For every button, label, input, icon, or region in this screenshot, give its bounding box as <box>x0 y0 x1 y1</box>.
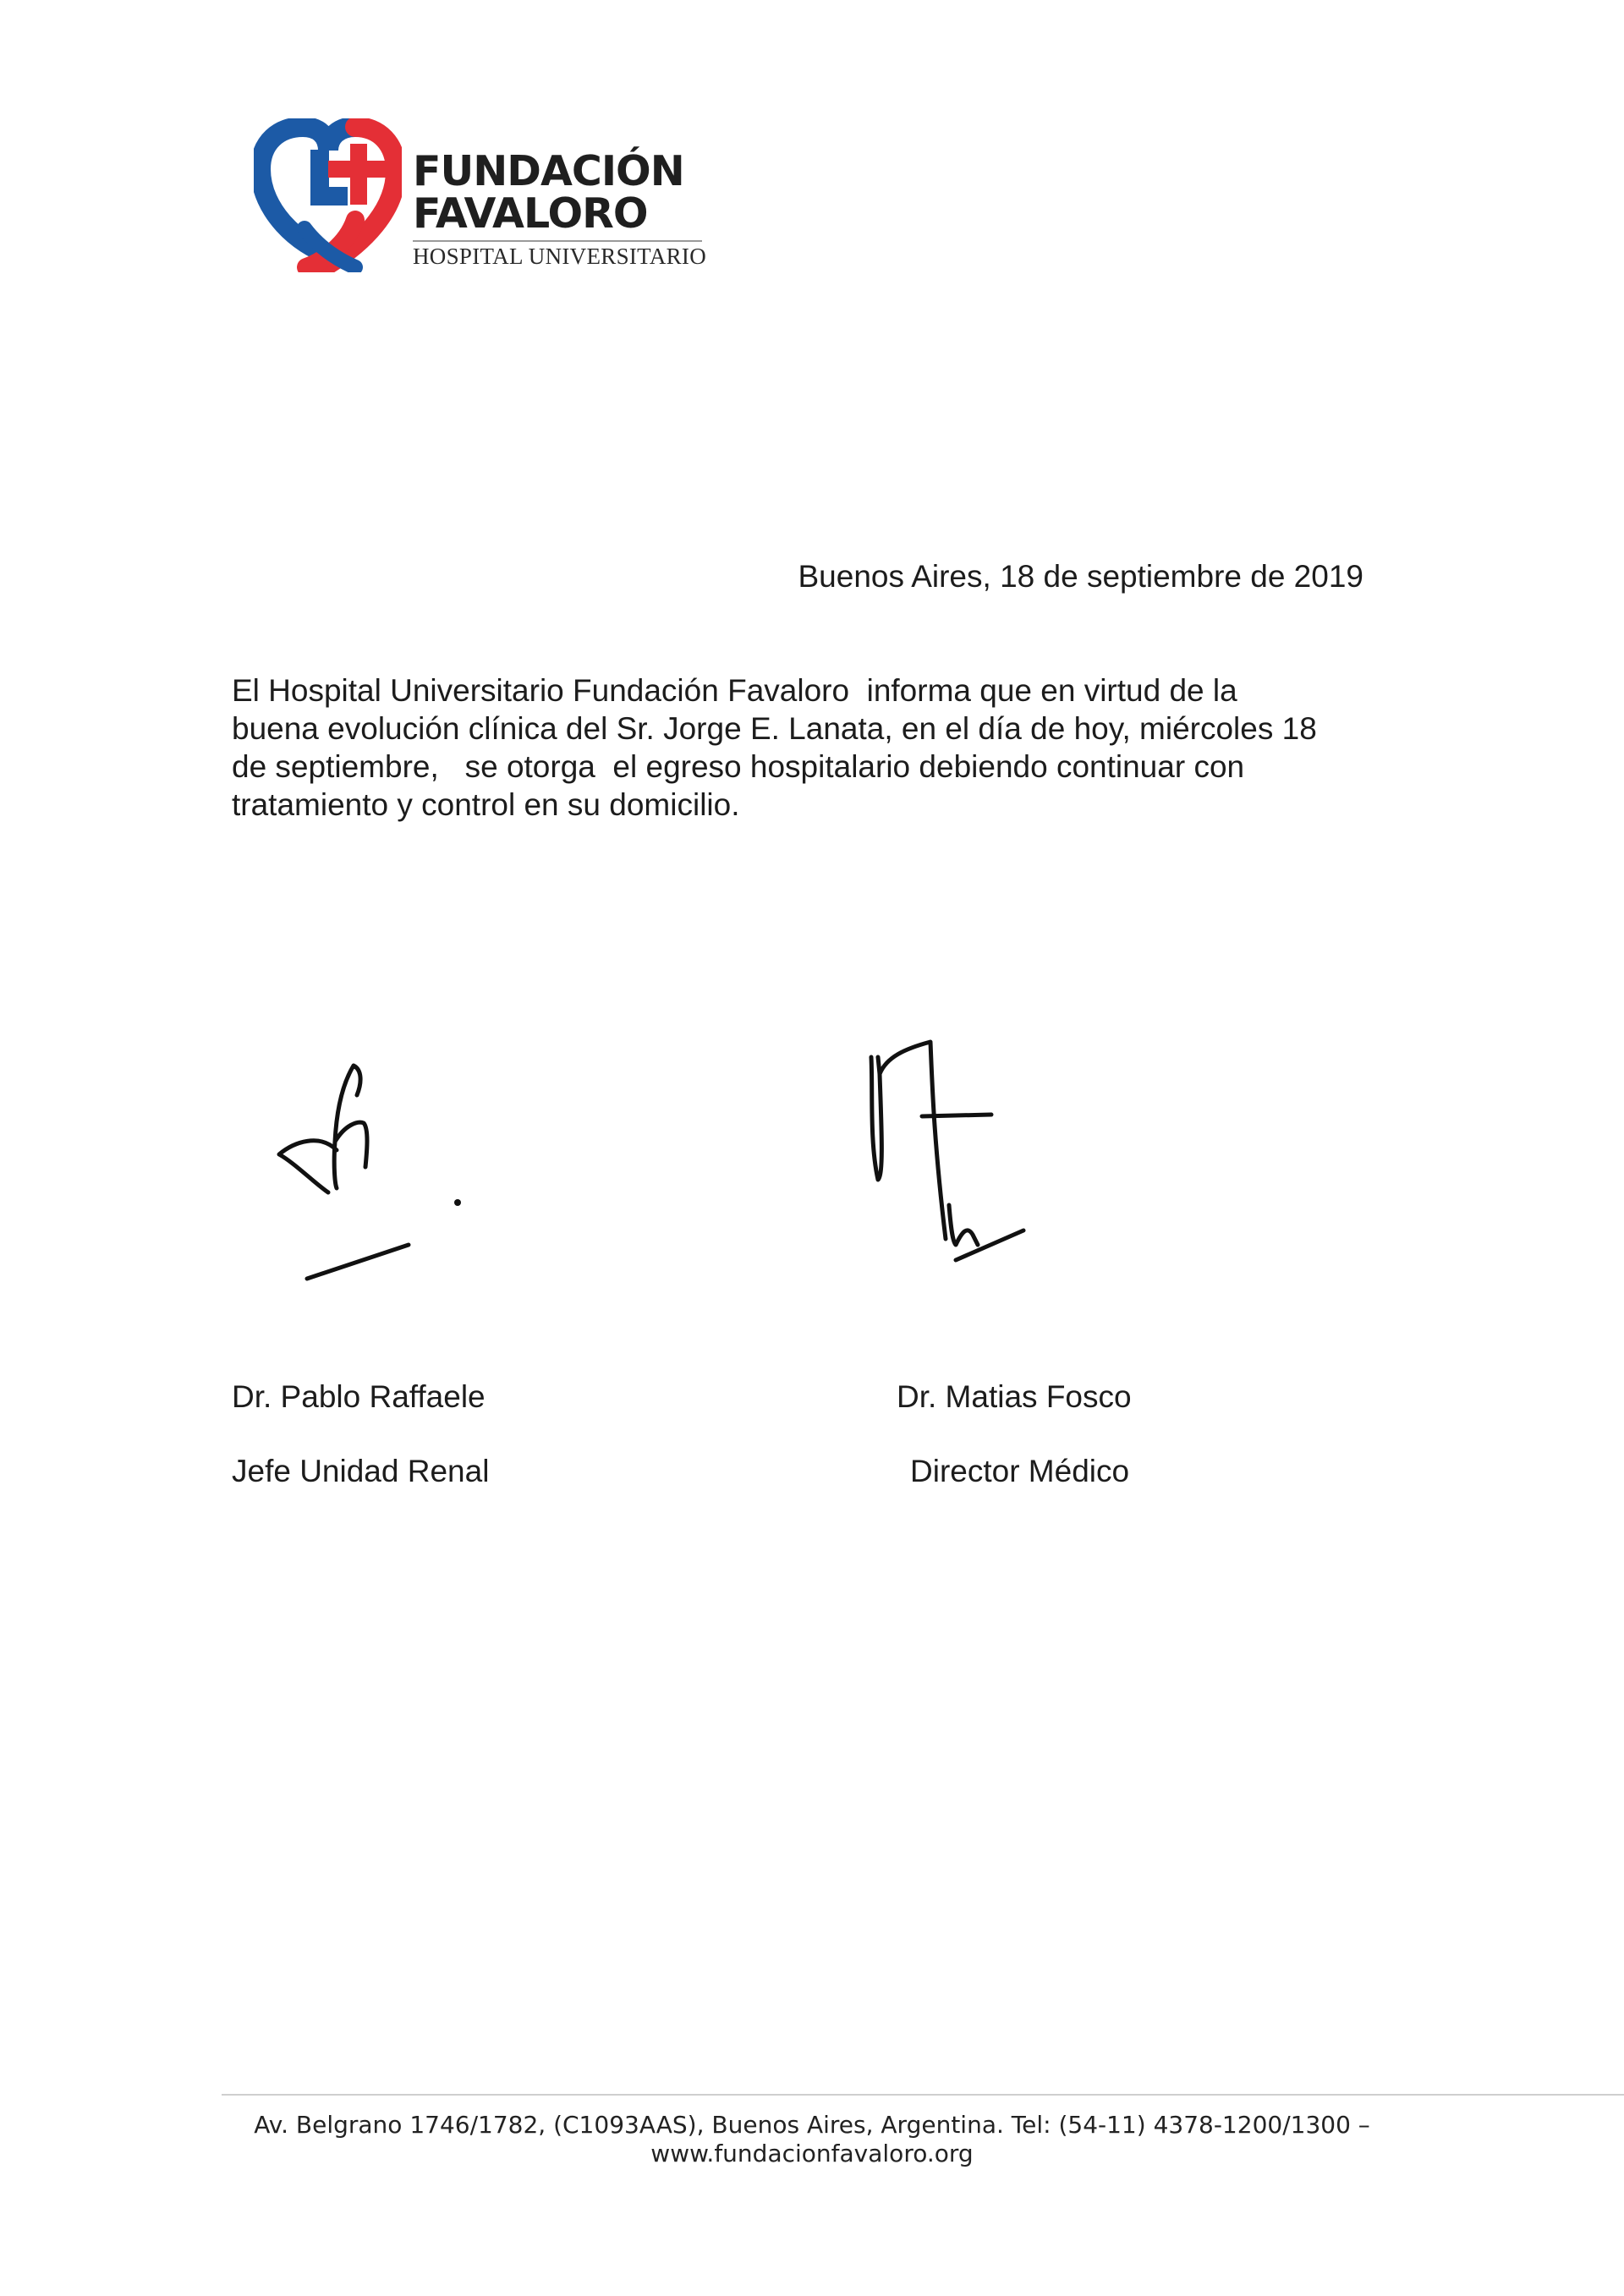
letter-date: Buenos Aires, 18 de septiembre de 2019 <box>798 559 1363 594</box>
logo-line-favaloro: FAVALORO <box>413 189 648 238</box>
logo-wordmark <box>413 147 707 271</box>
signer-name-fosco: Dr. Matias Fosco <box>897 1379 1132 1414</box>
signature-raffaele <box>269 1049 489 1294</box>
footer-divider <box>222 2094 1624 2096</box>
body-line: El Hospital Universitario Fundación Favaloro informa que en virtud de la <box>232 673 1237 708</box>
signer-title-fosco: Director Médico <box>910 1454 1130 1488</box>
signature-fosco <box>863 1023 1040 1277</box>
logo-line-hospital: HOSPITAL UNIVERSITARIO <box>413 244 707 269</box>
body-line: tratamiento y control en su domicilio. <box>232 787 740 822</box>
footer-address: Av. Belgrano 1746/1782, (C1093AAS), Buenos Aires, Argentina. Tel: (54-11) 4378-1200/1300 – <box>254 2111 1370 2139</box>
signer-name-raffaele: Dr. Pablo Raffaele <box>232 1379 486 1414</box>
body-line: de septiembre, se otorga el egreso hospitalario debiendo continuar con <box>232 749 1245 784</box>
favaloro-heart-logo-icon <box>254 118 402 272</box>
letter-body <box>232 671 1399 824</box>
body-line: buena evolución clínica del Sr. Jorge E. Lanata, en el día de hoy, miércoles 18 <box>232 711 1317 746</box>
logo-line-fundacion: FUNDACIÓN <box>413 147 684 195</box>
footer-website: www.fundacionfavaloro.org <box>650 2140 974 2167</box>
signer-title-raffaele: Jefe Unidad Renal <box>232 1454 490 1488</box>
